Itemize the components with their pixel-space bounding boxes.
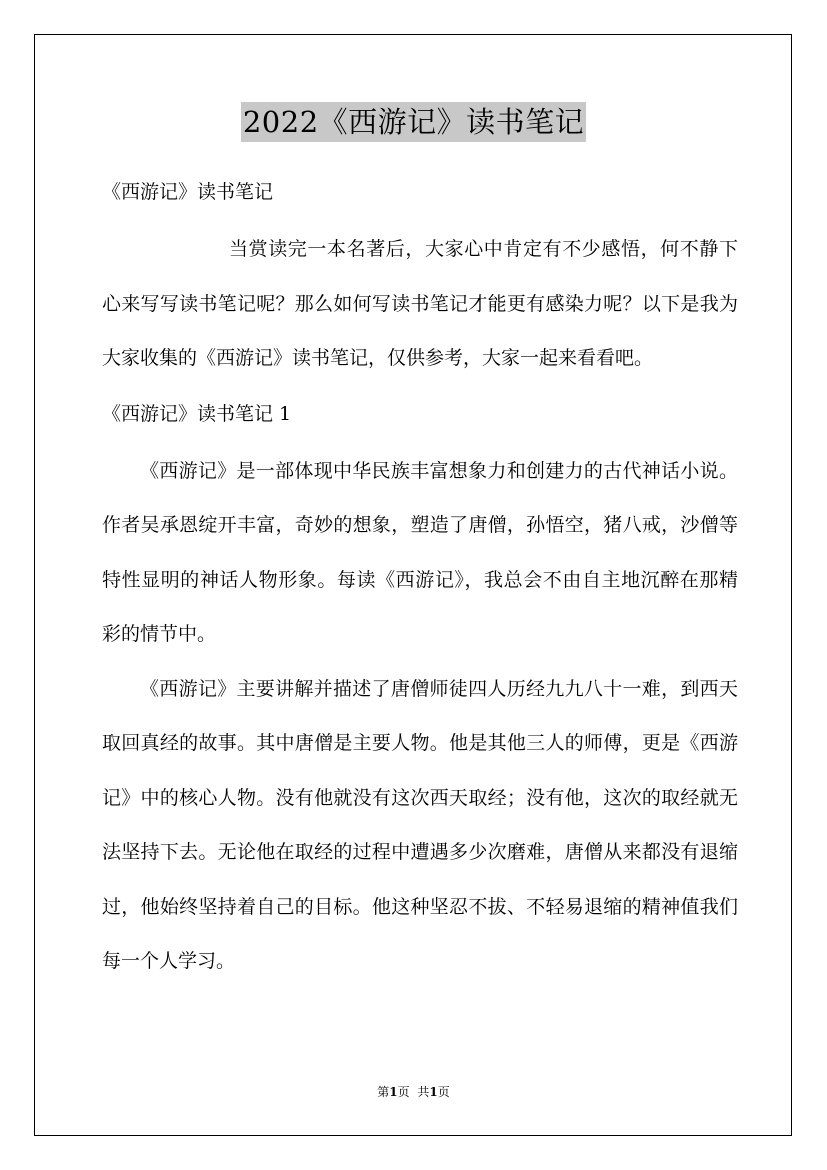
intro-paragraph: 当赏读完一本名著后，大家心中肯定有不少感悟，何不静下心来写写读书笔记呢？那么如何写读书笔记才能更有感染力呢？以下是我为大家收集的《西游记》读书笔记，仅供参考，大家一起来看看吧。: [102, 238, 738, 369]
total-prefix: 共: [417, 1085, 430, 1099]
section-paragraph-1: 《西游记》是一部体现中华民族丰富想象力和创建力的古代神话小说。作者吴承恩绽开丰富，奇妙的想象，塑造了唐僧，孙悟空，猪八戒，沙僧等特性显明的神话人物形象。每读《西游记》，我总会不由自主地沉醉在那精彩的情节中。: [102, 459, 738, 645]
document-body: [102, 170, 738, 989]
document-title: 2022《西游记》读书笔记: [241, 102, 586, 142]
page-number: 1: [389, 1085, 398, 1099]
title-container: [0, 102, 827, 142]
page-prefix: 第: [377, 1085, 390, 1099]
page-footer: [0, 1082, 827, 1102]
total-suffix: 页: [437, 1085, 450, 1099]
main-heading: 《西游记》读书笔记: [102, 181, 274, 203]
page-suffix: 页: [397, 1085, 410, 1099]
section-heading: 《西游记》读书笔记 1: [102, 402, 292, 425]
total-pages: 1: [429, 1085, 438, 1099]
section-paragraph-2: 《西游记》主要讲解并描述了唐僧师徒四人历经九九八十一难，到西天取回真经的故事。其中唐僧是主要人物。他是其他三人的师傅，更是《西游记》中的核心人物。没有他就没有这次西天取经；没有他，这次的取经就无法坚持下去。无论他在取经的过程中遭遇多少次磨难，唐僧从来都没有退缩过，他始终坚持着自己的目标。他这种坚忍不拔、不轻易退缩的精神值我们每一个人学习。: [102, 677, 738, 972]
